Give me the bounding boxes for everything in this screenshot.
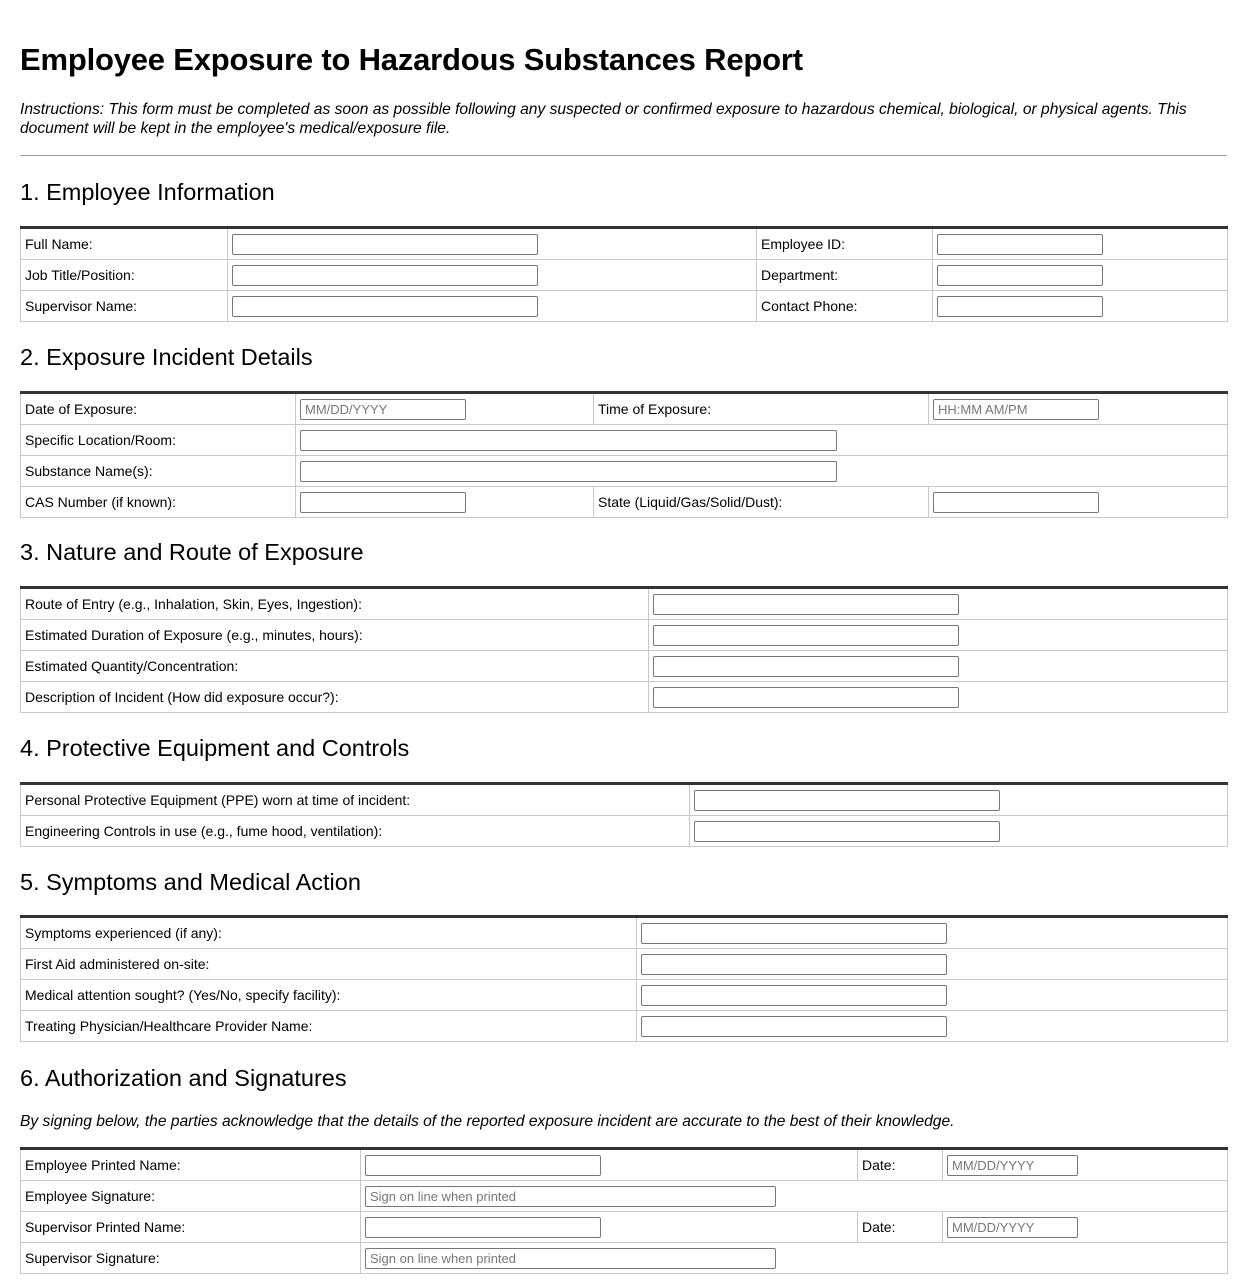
table-row bbox=[21, 291, 1228, 322]
exposure-incident-table bbox=[20, 391, 1228, 518]
substance-state-input[interactable] bbox=[933, 492, 1099, 513]
table-row bbox=[21, 784, 1228, 816]
employee-printed-name-input[interactable] bbox=[365, 1155, 601, 1176]
table-row bbox=[21, 425, 1228, 456]
symptoms-label: Symptoms experienced (if any): bbox=[21, 917, 637, 949]
incident-description-label: Description of Incident (How did exposure occur?): bbox=[21, 682, 649, 713]
cas-number-input[interactable] bbox=[300, 492, 466, 513]
supervisor-name-input[interactable] bbox=[232, 296, 538, 317]
table-row bbox=[21, 1181, 1228, 1212]
supervisor-printed-name-label: Supervisor Printed Name: bbox=[21, 1212, 361, 1243]
employee-signature-input[interactable] bbox=[365, 1186, 776, 1207]
table-row bbox=[21, 1243, 1228, 1274]
signature-acknowledgement-text: By signing below, the parties acknowledge that the details of the reported exposure incident are accurate to the best of their knowledge. bbox=[20, 1113, 955, 1130]
employee-information-table bbox=[20, 226, 1228, 322]
treating-physician-label: Treating Physician/Healthcare Provider Name: bbox=[21, 1011, 637, 1042]
route-of-entry-input[interactable] bbox=[653, 594, 959, 615]
table-row bbox=[21, 949, 1228, 980]
specific-location-input[interactable] bbox=[300, 430, 837, 451]
engineering-controls-label: Engineering Controls in use (e.g., fume hood, ventilation): bbox=[21, 816, 690, 847]
section-title-exposure-incident-details: 2. Exposure Incident Details bbox=[20, 344, 313, 370]
medical-attention-label: Medical attention sought? (Yes/No, specify facility): bbox=[21, 980, 637, 1011]
contact-phone-input[interactable] bbox=[937, 296, 1103, 317]
route-of-entry-label: Route of Entry (e.g., Inhalation, Skin, Eyes, Ingestion): bbox=[21, 588, 649, 620]
section-title-authorization-signatures: 6. Authorization and Signatures bbox=[20, 1065, 347, 1091]
table-row bbox=[21, 917, 1228, 949]
employee-id-input[interactable] bbox=[937, 234, 1103, 255]
substance-name-label: Substance Name(s): bbox=[21, 456, 296, 487]
supervisor-signature-input[interactable] bbox=[365, 1248, 776, 1269]
protective-equipment-table bbox=[20, 782, 1228, 847]
date-of-exposure-input[interactable] bbox=[300, 399, 466, 420]
supervisor-date-input[interactable] bbox=[947, 1217, 1078, 1238]
first-aid-label: First Aid administered on-site: bbox=[21, 949, 637, 980]
exposure-duration-input[interactable] bbox=[653, 625, 959, 646]
exposure-duration-label: Estimated Duration of Exposure (e.g., minutes, hours): bbox=[21, 620, 649, 651]
supervisor-name-label: Supervisor Name: bbox=[21, 291, 228, 322]
nature-route-table bbox=[20, 586, 1228, 713]
supervisor-signature-label: Supervisor Signature: bbox=[21, 1243, 361, 1274]
table-row bbox=[21, 228, 1228, 260]
treating-physician-input[interactable] bbox=[641, 1016, 947, 1037]
job-title-label: Job Title/Position: bbox=[21, 260, 228, 291]
table-row bbox=[21, 487, 1228, 518]
department-input[interactable] bbox=[937, 265, 1103, 286]
table-row bbox=[21, 456, 1228, 487]
divider bbox=[20, 155, 1227, 156]
symptoms-medical-table bbox=[20, 915, 1228, 1042]
quantity-concentration-input[interactable] bbox=[653, 656, 959, 677]
contact-phone-label: Contact Phone: bbox=[757, 291, 933, 322]
table-row bbox=[21, 682, 1228, 713]
time-of-exposure-label: Time of Exposure: bbox=[594, 393, 929, 425]
ppe-input[interactable] bbox=[694, 790, 1000, 811]
table-row bbox=[21, 620, 1228, 651]
specific-location-label: Specific Location/Room: bbox=[21, 425, 296, 456]
full-name-label: Full Name: bbox=[21, 228, 228, 260]
employee-id-label: Employee ID: bbox=[757, 228, 933, 260]
employee-signature-label: Employee Signature: bbox=[21, 1181, 361, 1212]
incident-description-input[interactable] bbox=[653, 687, 959, 708]
employee-date-input[interactable] bbox=[947, 1155, 1078, 1176]
instructions-text: Instructions: This form must be completed as soon as possible following any suspected or confirmed exposure to hazardous chemical, biological, or physical agents. This document will be kept in the employee's medical/exposure file. bbox=[20, 101, 1187, 137]
date-of-exposure-label: Date of Exposure: bbox=[21, 393, 296, 425]
employee-printed-name-label: Employee Printed Name: bbox=[21, 1149, 361, 1181]
full-name-input[interactable] bbox=[232, 234, 538, 255]
supervisor-date-label: Date: bbox=[858, 1212, 943, 1243]
table-row bbox=[21, 1149, 1228, 1181]
table-row bbox=[21, 260, 1228, 291]
table-row bbox=[21, 393, 1228, 425]
job-title-input[interactable] bbox=[232, 265, 538, 286]
substance-state-label: State (Liquid/Gas/Solid/Dust): bbox=[594, 487, 929, 518]
ppe-label: Personal Protective Equipment (PPE) worn at time of incident: bbox=[21, 784, 690, 816]
section-title-symptoms-medical: 5. Symptoms and Medical Action bbox=[20, 869, 361, 895]
employee-date-label: Date: bbox=[858, 1149, 943, 1181]
department-label: Department: bbox=[757, 260, 933, 291]
medical-attention-input[interactable] bbox=[641, 985, 947, 1006]
page-title: Employee Exposure to Hazardous Substances Report bbox=[20, 42, 803, 77]
section-title-protective-equipment: 4. Protective Equipment and Controls bbox=[20, 735, 410, 761]
symptoms-input[interactable] bbox=[641, 923, 947, 944]
first-aid-input[interactable] bbox=[641, 954, 947, 975]
cas-number-label: CAS Number (if known): bbox=[21, 487, 296, 518]
section-title-nature-route: 3. Nature and Route of Exposure bbox=[20, 539, 364, 565]
table-row bbox=[21, 1011, 1228, 1042]
supervisor-printed-name-input[interactable] bbox=[365, 1217, 601, 1238]
table-row bbox=[21, 980, 1228, 1011]
time-of-exposure-input[interactable] bbox=[933, 399, 1099, 420]
section-title-employee-information: 1. Employee Information bbox=[20, 179, 275, 205]
table-row bbox=[21, 816, 1228, 847]
table-row bbox=[21, 1212, 1228, 1243]
table-row bbox=[21, 588, 1228, 620]
signatures-table bbox=[20, 1147, 1228, 1274]
engineering-controls-input[interactable] bbox=[694, 821, 1000, 842]
table-row bbox=[21, 651, 1228, 682]
quantity-concentration-label: Estimated Quantity/Concentration: bbox=[21, 651, 649, 682]
substance-name-input[interactable] bbox=[300, 461, 837, 482]
